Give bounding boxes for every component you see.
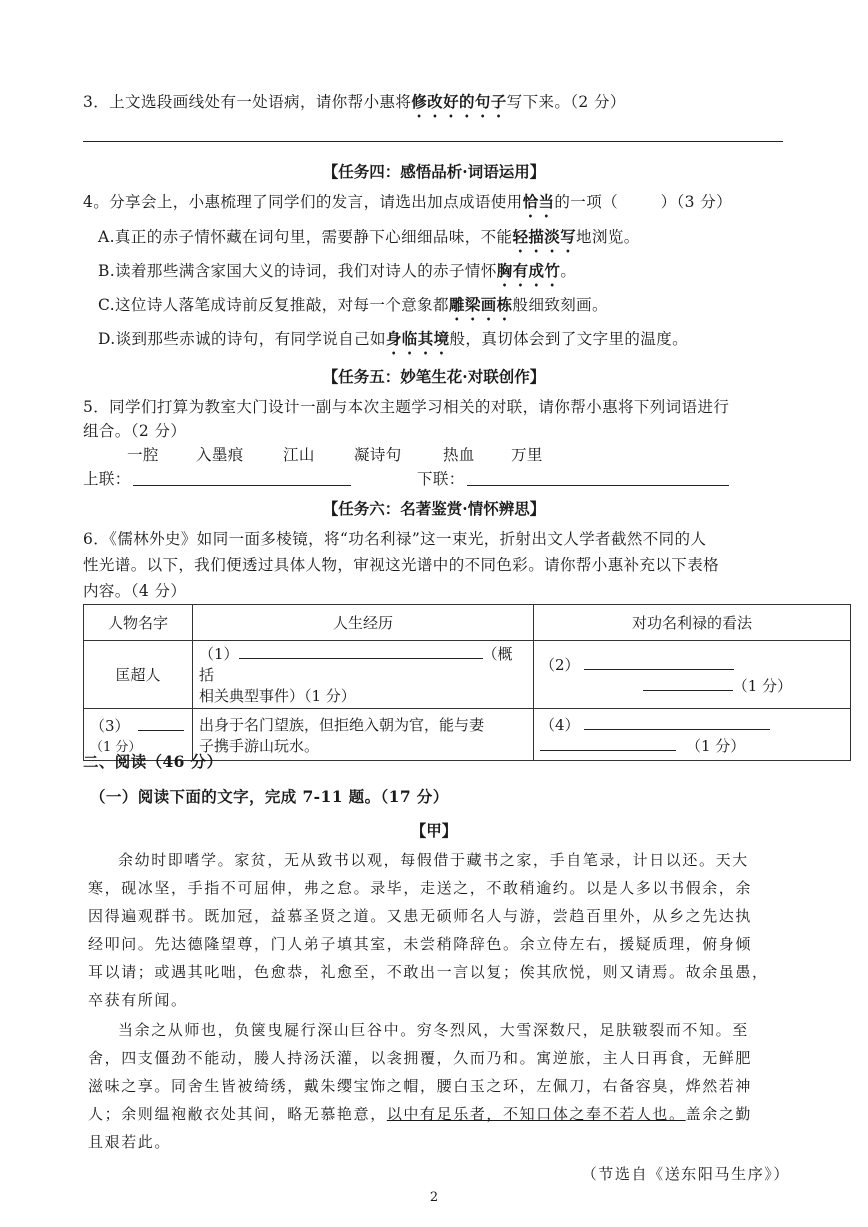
passage-p1-line5: 耳以请；或遇其叱咄，色愈恭，礼愈至，不敢出一言以复；俟其欣悦，则又请焉。故余虽愚， [88, 963, 769, 981]
passage-source: （节选自《送东阳马生序》） [581, 1165, 790, 1183]
row1-exp-blank[interactable] [239, 658, 483, 659]
task5-title: 【任务五：妙笔生花·对联创作】 [322, 367, 546, 386]
row1-exp-line2: 相关典型事件）（1 分） [199, 687, 356, 705]
row2-view-number: （4） [540, 715, 580, 734]
row1-view-blank[interactable] [584, 669, 734, 670]
option-c[interactable] [98, 293, 608, 324]
table-header-row [84, 605, 851, 641]
q4-prefix: 4。分享会上，小惠梳理了同学们的发言，请选出加点成语使用 [83, 193, 523, 211]
q6-line2: 性光谱。以下，我们便透过具体人物，审视这光谱中的不同色彩。请你帮小惠补充以下表格 [83, 556, 720, 574]
question-3 [83, 90, 626, 121]
row2-name-score: （1 分） [90, 739, 142, 755]
option-b[interactable] [98, 259, 576, 290]
passage-p1-line2: 寒，砚冰坚，手指不可屈伸，弗之怠。录毕，走送之，不敢稍逾约。以是人多以书假余，余 [88, 879, 753, 897]
q5-line1: 5．同学们打算为教室大门设计一副与本次主题学习相关的对联，请你帮小惠将下列词语进行 [83, 398, 730, 416]
q6-line3: 内容。（4 分） [83, 582, 187, 600]
page-number: 2 [429, 1190, 439, 1205]
row2-view-blank2[interactable] [540, 750, 676, 751]
header-view: 对功名利禄的看法 [534, 605, 851, 641]
q5-word-1: 一腔 [127, 446, 159, 464]
task4-title: 【任务四：感悟品析·词语运用】 [322, 162, 546, 181]
passage-underlined-sentence: 以中有足乐者，不知口体之奉不若人也。 [386, 1105, 686, 1123]
part-1-title: （一）阅读下面的文字，完成 7-11 题。（17 分） [90, 787, 449, 806]
q5-word-4: 凝诗句 [354, 446, 402, 464]
table-row [84, 641, 851, 709]
row2-name-number: （3） [90, 716, 130, 735]
q5-word-3: 江山 [283, 446, 315, 464]
option-c-end: 般细致刻画。 [512, 296, 608, 314]
option-d[interactable] [98, 327, 688, 358]
passage-p2-line5: 且艰若此。 [88, 1133, 172, 1151]
passage-p1-line4: 经叩问。先达德隆望尊，门人弟子填其室，未尝稍降辞色。余立侍左右，援疑质理，俯身倾 [88, 935, 753, 953]
task6-title: 【任务六：名著鉴赏·情怀辨思】 [322, 499, 546, 518]
passage-p1-line1: 余幼时即嗜学。家贫，无从致书以观，每假借于藏书之家，手自笔录，计日以还。天大 [118, 851, 749, 869]
option-a[interactable] [98, 225, 640, 256]
passage-p1-line3: 因得遍观群书。既加冠，益慕圣贤之道。又患无硕师名人与游，尝趋百里外，从乡之先达执 [88, 907, 753, 925]
option-a-idiom: 轻描淡写 [512, 227, 577, 246]
option-b-idiom: 胸有成竹 [496, 261, 561, 280]
row2-exp-line2: 子携手游山玩水。 [199, 736, 320, 755]
option-d-text: D.谈到那些赤诚的诗句，有同学说自己如 [98, 330, 386, 348]
q5-line2: 组合。（2 分） [83, 422, 187, 440]
option-d-idiom: 身临其境 [385, 329, 450, 348]
row2-name-blank[interactable] [138, 730, 184, 731]
row2-view[interactable] [534, 709, 851, 761]
q5-word-6: 万里 [511, 446, 543, 464]
passage-p2-line2: 舍，四支僵劲不能动，媵人持汤沃灌，以衾拥覆，久而乃和。寓逆旅，主人日再食，无鲜肥 [88, 1049, 753, 1067]
row1-view-score: （1 分） [732, 676, 792, 695]
row1-view-blank2[interactable] [643, 690, 733, 691]
option-c-idiom: 雕梁画栋 [448, 295, 513, 314]
upper-couplet-line[interactable] [133, 485, 351, 486]
section-2-title: 二、阅读（46 分） [83, 752, 223, 771]
q3-suffix: 写下来。（2 分） [506, 93, 626, 111]
row2-view-score: （1 分） [686, 736, 746, 755]
header-name: 人物名字 [84, 605, 193, 641]
q5-word-2: 入墨痕 [196, 446, 244, 464]
row1-exp-number: （1） [199, 645, 239, 663]
question-4 [83, 190, 732, 221]
passage-p2-line3: 滋味之享。同舍生皆被绮绣，戴朱缨宝饰之帽，腰白玉之环，左佩刀，右备容臭，烨然若神 [88, 1077, 753, 1095]
row2-view-blank[interactable] [584, 729, 770, 730]
row1-view-number: （2） [540, 655, 580, 674]
option-a-text: A.真正的赤子情怀藏在词句里，需要静下心细细品味，不能 [98, 228, 513, 246]
q4-suffix: 的一项（ ）（3 分） [554, 193, 733, 211]
option-b-end: 。 [560, 262, 577, 280]
q5-word-5: 热血 [443, 446, 475, 464]
option-b-text: B.读着那些满含家国大义的诗词，我们对诗人的赤子情怀 [98, 262, 497, 280]
lower-couplet-label: 下联： [417, 470, 465, 488]
passage-p2-line4-end: 盖余之勤 [685, 1105, 753, 1123]
passage-p2-line4 [88, 1100, 752, 1129]
passage-p1-line6: 卒获有所闻。 [88, 991, 188, 1009]
option-c-text: C.这位诗人落笔成诗前反复推敲，对每一个意象都 [98, 296, 449, 314]
row2-exp-line1: 出身于名门望族，但拒绝入朝为官，能与妻 [199, 715, 485, 734]
upper-couplet-label: 上联： [83, 470, 131, 488]
option-a-end: 地浏览。 [576, 228, 640, 246]
option-d-end: 般，真切体会到了文字里的温度。 [449, 330, 689, 348]
q3-answer-line[interactable] [83, 141, 783, 142]
row1-experience[interactable] [193, 641, 534, 709]
row2-experience [193, 709, 534, 761]
q6-line1: 6．《儒林外史》如同一面多棱镜，将“功名利禄”这一束光，折射出文人学者截然不同的人 [83, 530, 707, 548]
passage-p2-line4-start: 人；余则缊袍敝衣处其间，略无慕艳意， [88, 1105, 387, 1123]
header-experience: 人生经历 [193, 605, 534, 641]
row1-name: 匡超人 [84, 641, 193, 709]
jia-title: 【甲】 [410, 821, 458, 840]
passage-p2-line1: 当余之从师也，负箧曳屣行深山巨谷中。穷冬烈风，大雪深数尺，足肤皲裂而不知。至 [118, 1021, 749, 1039]
q3-prefix: 3．上文选段画线处有一处语病，请你帮小惠将 [83, 93, 412, 111]
q3-emphasis: 修改好的句子 [411, 92, 507, 111]
character-table [83, 604, 851, 761]
lower-couplet-line[interactable] [467, 485, 729, 486]
row1-view[interactable] [534, 641, 851, 709]
q4-emphasis: 恰当 [522, 192, 555, 211]
row1-exp-tail: （概括 [199, 645, 513, 684]
